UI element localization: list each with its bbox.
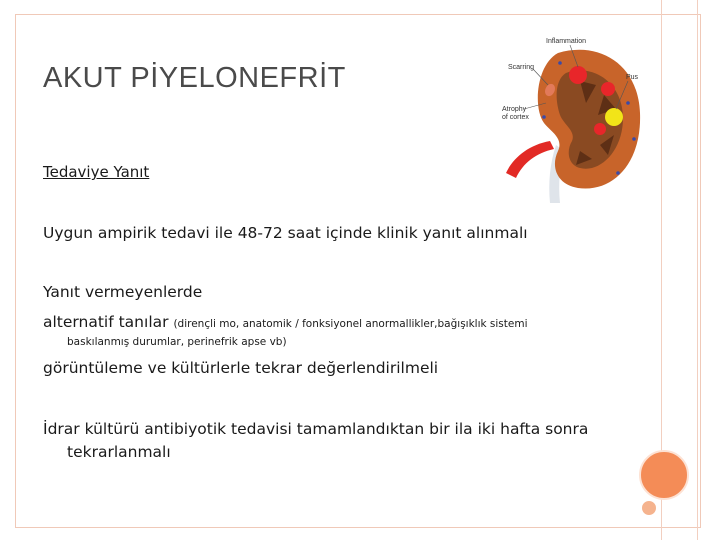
paragraph-alternatives bbox=[43, 313, 528, 331]
paragraph-urine-culture: İdrar kültürü antibiyotik tedavisi tamamlandıktan bir ila iki hafta sonra bbox=[43, 420, 589, 438]
subheading: Tedaviye Yanıt bbox=[43, 163, 150, 181]
label-atrophy: Atrophy bbox=[502, 106, 527, 113]
paragraph-empiric: Uygun ampirik tedavi ile 48-72 saat içinde klinik yanıt alınmalı bbox=[43, 224, 528, 242]
label-inflammation: Inflammation bbox=[546, 38, 587, 45]
decor-circle-small bbox=[641, 500, 657, 516]
paragraph-imaging: görüntüleme ve kültürlerle tekrar değerlendirilmeli bbox=[43, 359, 439, 377]
decor-circle-large bbox=[639, 450, 689, 500]
alternatives-main: alternatif tanılar bbox=[43, 313, 169, 331]
decor-rail bbox=[697, 0, 698, 540]
slide-title: AKUT PİYELONEFRİT bbox=[43, 62, 346, 94]
alternatives-detail: (dirençli mo, anatomik / fonksiyonel anormallikler,bağışıklık sistemi bbox=[173, 318, 528, 330]
alternatives-detail-cont: baskılanmış durumlar, perinefrik apse vb) bbox=[67, 336, 287, 348]
paragraph-nonresponders: Yanıt vermeyenlerde bbox=[43, 283, 203, 301]
label-scarring: Scarring bbox=[508, 64, 535, 71]
label-atrophy-cortex: of cortex bbox=[502, 114, 529, 121]
kidney-diagram bbox=[488, 33, 648, 203]
paragraph-urine-culture-cont: tekrarlanmalı bbox=[67, 443, 171, 461]
label-pus: Pus bbox=[626, 74, 639, 81]
